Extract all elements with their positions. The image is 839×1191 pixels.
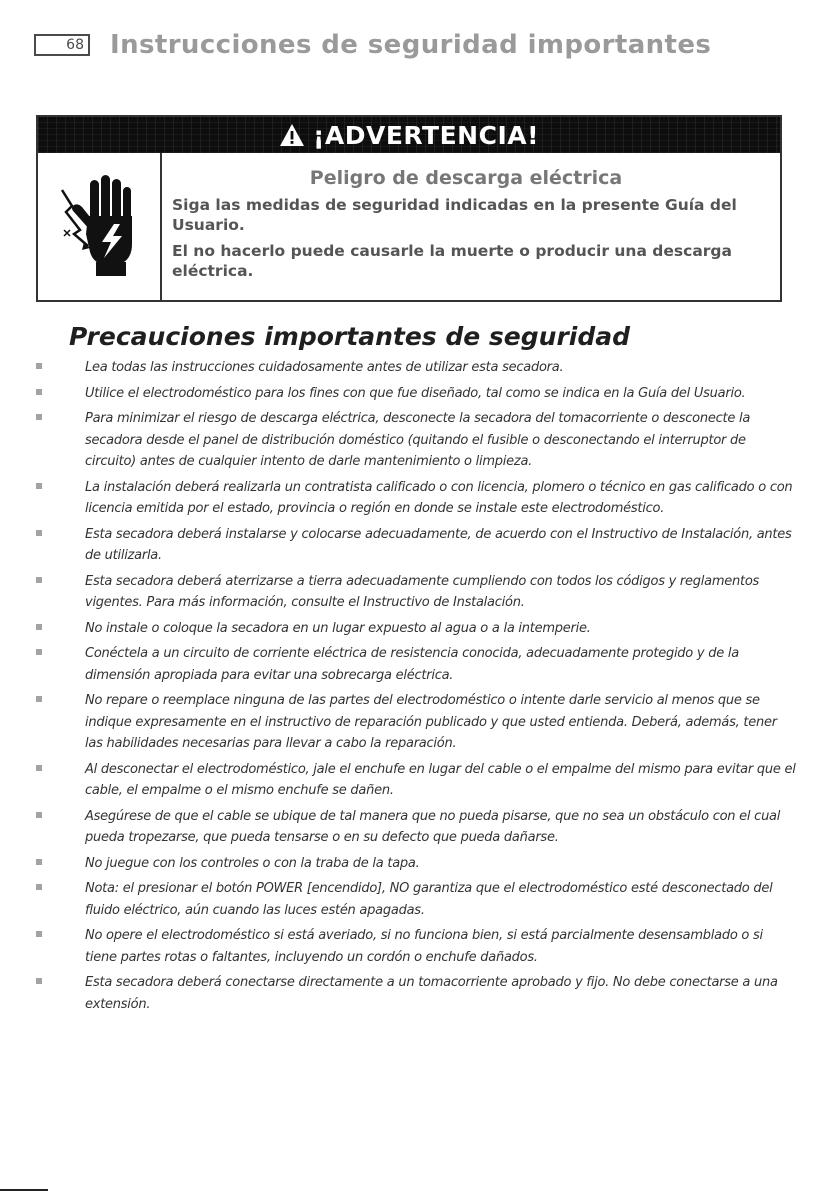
hand-panel bbox=[38, 153, 162, 300]
list-item bbox=[36, 407, 796, 472]
list-item-text: No opere el electrodoméstico si está averiado, si no funciona bien, si está parcialmente desensamblado o si tiene partes rotas o faltantes, incluyendo un cordón o enchufe dañados. bbox=[85, 928, 763, 965]
list-item-text: Esta secadora deberá aterrizarse a tierra adecuadamente cumpliendo con todos los códigos y reglamentos vigentes. Para más información, consulte el Instructivo de Instalación. bbox=[85, 573, 760, 610]
list-item bbox=[36, 971, 796, 1014]
list-item-text: Conéctela a un circuito de corriente eléctrica de resistencia conocida, adecuadamente protegido y de la dimensión apropiada para evitar una sobrecarga eléctrica. bbox=[85, 646, 739, 683]
hazard-paragraph: El no hacerlo puede causarle la muerte o producir una descarga eléctrica. bbox=[172, 242, 732, 280]
precautions-list bbox=[36, 356, 796, 1018]
hazard-title: Peligro de descarga eléctrica bbox=[309, 167, 623, 189]
bullet-icon bbox=[36, 812, 42, 818]
list-item bbox=[36, 476, 796, 519]
list-item-text: No repare o reemplace ninguna de las partes del electrodoméstico o intente darle servicio al menos que se indique expresamente en el instructivo de reparación publicado y que usted entienda. Deberá, además, tener las habilidades necesarias para llevar a cabo la reparación. bbox=[85, 693, 777, 751]
bullet-icon bbox=[36, 483, 42, 489]
warning-banner bbox=[38, 117, 780, 153]
list-item-text: Esta secadora deberá conectarse directamente a un tomacorriente aprobado y fijo. No debe conectarse a una extensión. bbox=[85, 975, 778, 1012]
bullet-icon bbox=[36, 530, 42, 536]
list-item bbox=[36, 356, 796, 378]
list-item bbox=[36, 924, 796, 967]
bullet-icon bbox=[36, 577, 42, 583]
list-item bbox=[36, 382, 796, 404]
list-item bbox=[36, 758, 796, 801]
bullet-icon bbox=[36, 649, 42, 655]
list-item-text: Al desconectar el electrodoméstico, jale el enchufe en lugar del cable o el empalme del mismo para evitar que el cable, el empalme o el mismo enchufe se dañen. bbox=[85, 761, 796, 798]
section-title: Precauciones importantes de seguridad bbox=[69, 322, 630, 351]
hazard-paragraph: Siga las medidas de seguridad indicadas en la presente Guía del Usuario. bbox=[172, 196, 737, 234]
electric-shock-hand-icon bbox=[60, 172, 138, 282]
list-item-text: Lea todas las instrucciones cuidadosamente antes de utilizar esta secadora. bbox=[85, 360, 564, 375]
bullet-icon bbox=[36, 931, 42, 937]
list-item-text: Utilice el electrodoméstico para los fines con que fue diseñado, tal como se indica en la Guía del Usuario. bbox=[85, 385, 746, 401]
list-item bbox=[36, 852, 796, 874]
page-header bbox=[34, 30, 711, 60]
list-item bbox=[36, 877, 796, 920]
bullet-icon bbox=[36, 624, 42, 630]
list-item-text: La instalación deberá realizarla un contratista calificado o con licencia, plomero o técnico en gas calificado o con licencia emitida por el estado, provincia o región en donde se instale este electrodoméstico. bbox=[85, 479, 793, 516]
list-item-text: Asegúrese de que el cable se ubique de tal manera que no pueda pisarse, que no sea un obstáculo con el cual pueda tropezarse, que pueda tensarse o en su defecto que pueda dañarse. bbox=[85, 808, 781, 845]
bullet-icon bbox=[36, 765, 42, 771]
bullet-icon bbox=[36, 414, 42, 420]
bullet-icon bbox=[36, 884, 42, 890]
bullet-icon bbox=[36, 389, 42, 395]
list-item bbox=[36, 570, 796, 613]
bullet-icon bbox=[36, 696, 42, 702]
list-item-text: No juegue con los controles o con la traba de la tapa. bbox=[85, 855, 420, 871]
warning-text bbox=[172, 167, 760, 287]
list-item bbox=[36, 689, 796, 754]
list-item-text: Nota: el presionar el botón POWER [encendido], NO garantiza que el electrodoméstico esté desconectado del fluido eléctrico, aún cuando las luces estén apagadas. bbox=[85, 881, 773, 918]
list-item bbox=[36, 523, 796, 566]
bullet-icon bbox=[36, 363, 42, 369]
page-title: Instrucciones de seguridad importantes bbox=[110, 30, 712, 60]
page-number: 68 bbox=[34, 34, 90, 56]
warning-title: ¡ADVERTENCIA! bbox=[312, 120, 539, 150]
list-item bbox=[36, 805, 796, 848]
list-item-text: Esta secadora deberá instalarse y colocarse adecuadamente, de acuerdo con el Instructivo de Instalación, antes de utilizarla. bbox=[85, 526, 792, 563]
warning-triangle-icon bbox=[279, 123, 305, 147]
bullet-icon bbox=[36, 978, 42, 984]
list-item bbox=[36, 617, 796, 639]
bullet-icon bbox=[36, 859, 42, 865]
list-item-text: No instale o coloque la secadora en un lugar expuesto al agua o a la intemperie. bbox=[85, 620, 591, 636]
list-item bbox=[36, 642, 796, 685]
warning-box bbox=[36, 115, 782, 302]
list-item-text: Para minimizar el riesgo de descarga eléctrica, desconecte la secadora del tomacorriente o desconecte la secadora desde el panel de distribución doméstico (quitando el fusible o desconectando el interruptor de circuito) antes de cualquier intento de darle mantenimiento o limpieza. bbox=[85, 411, 751, 469]
